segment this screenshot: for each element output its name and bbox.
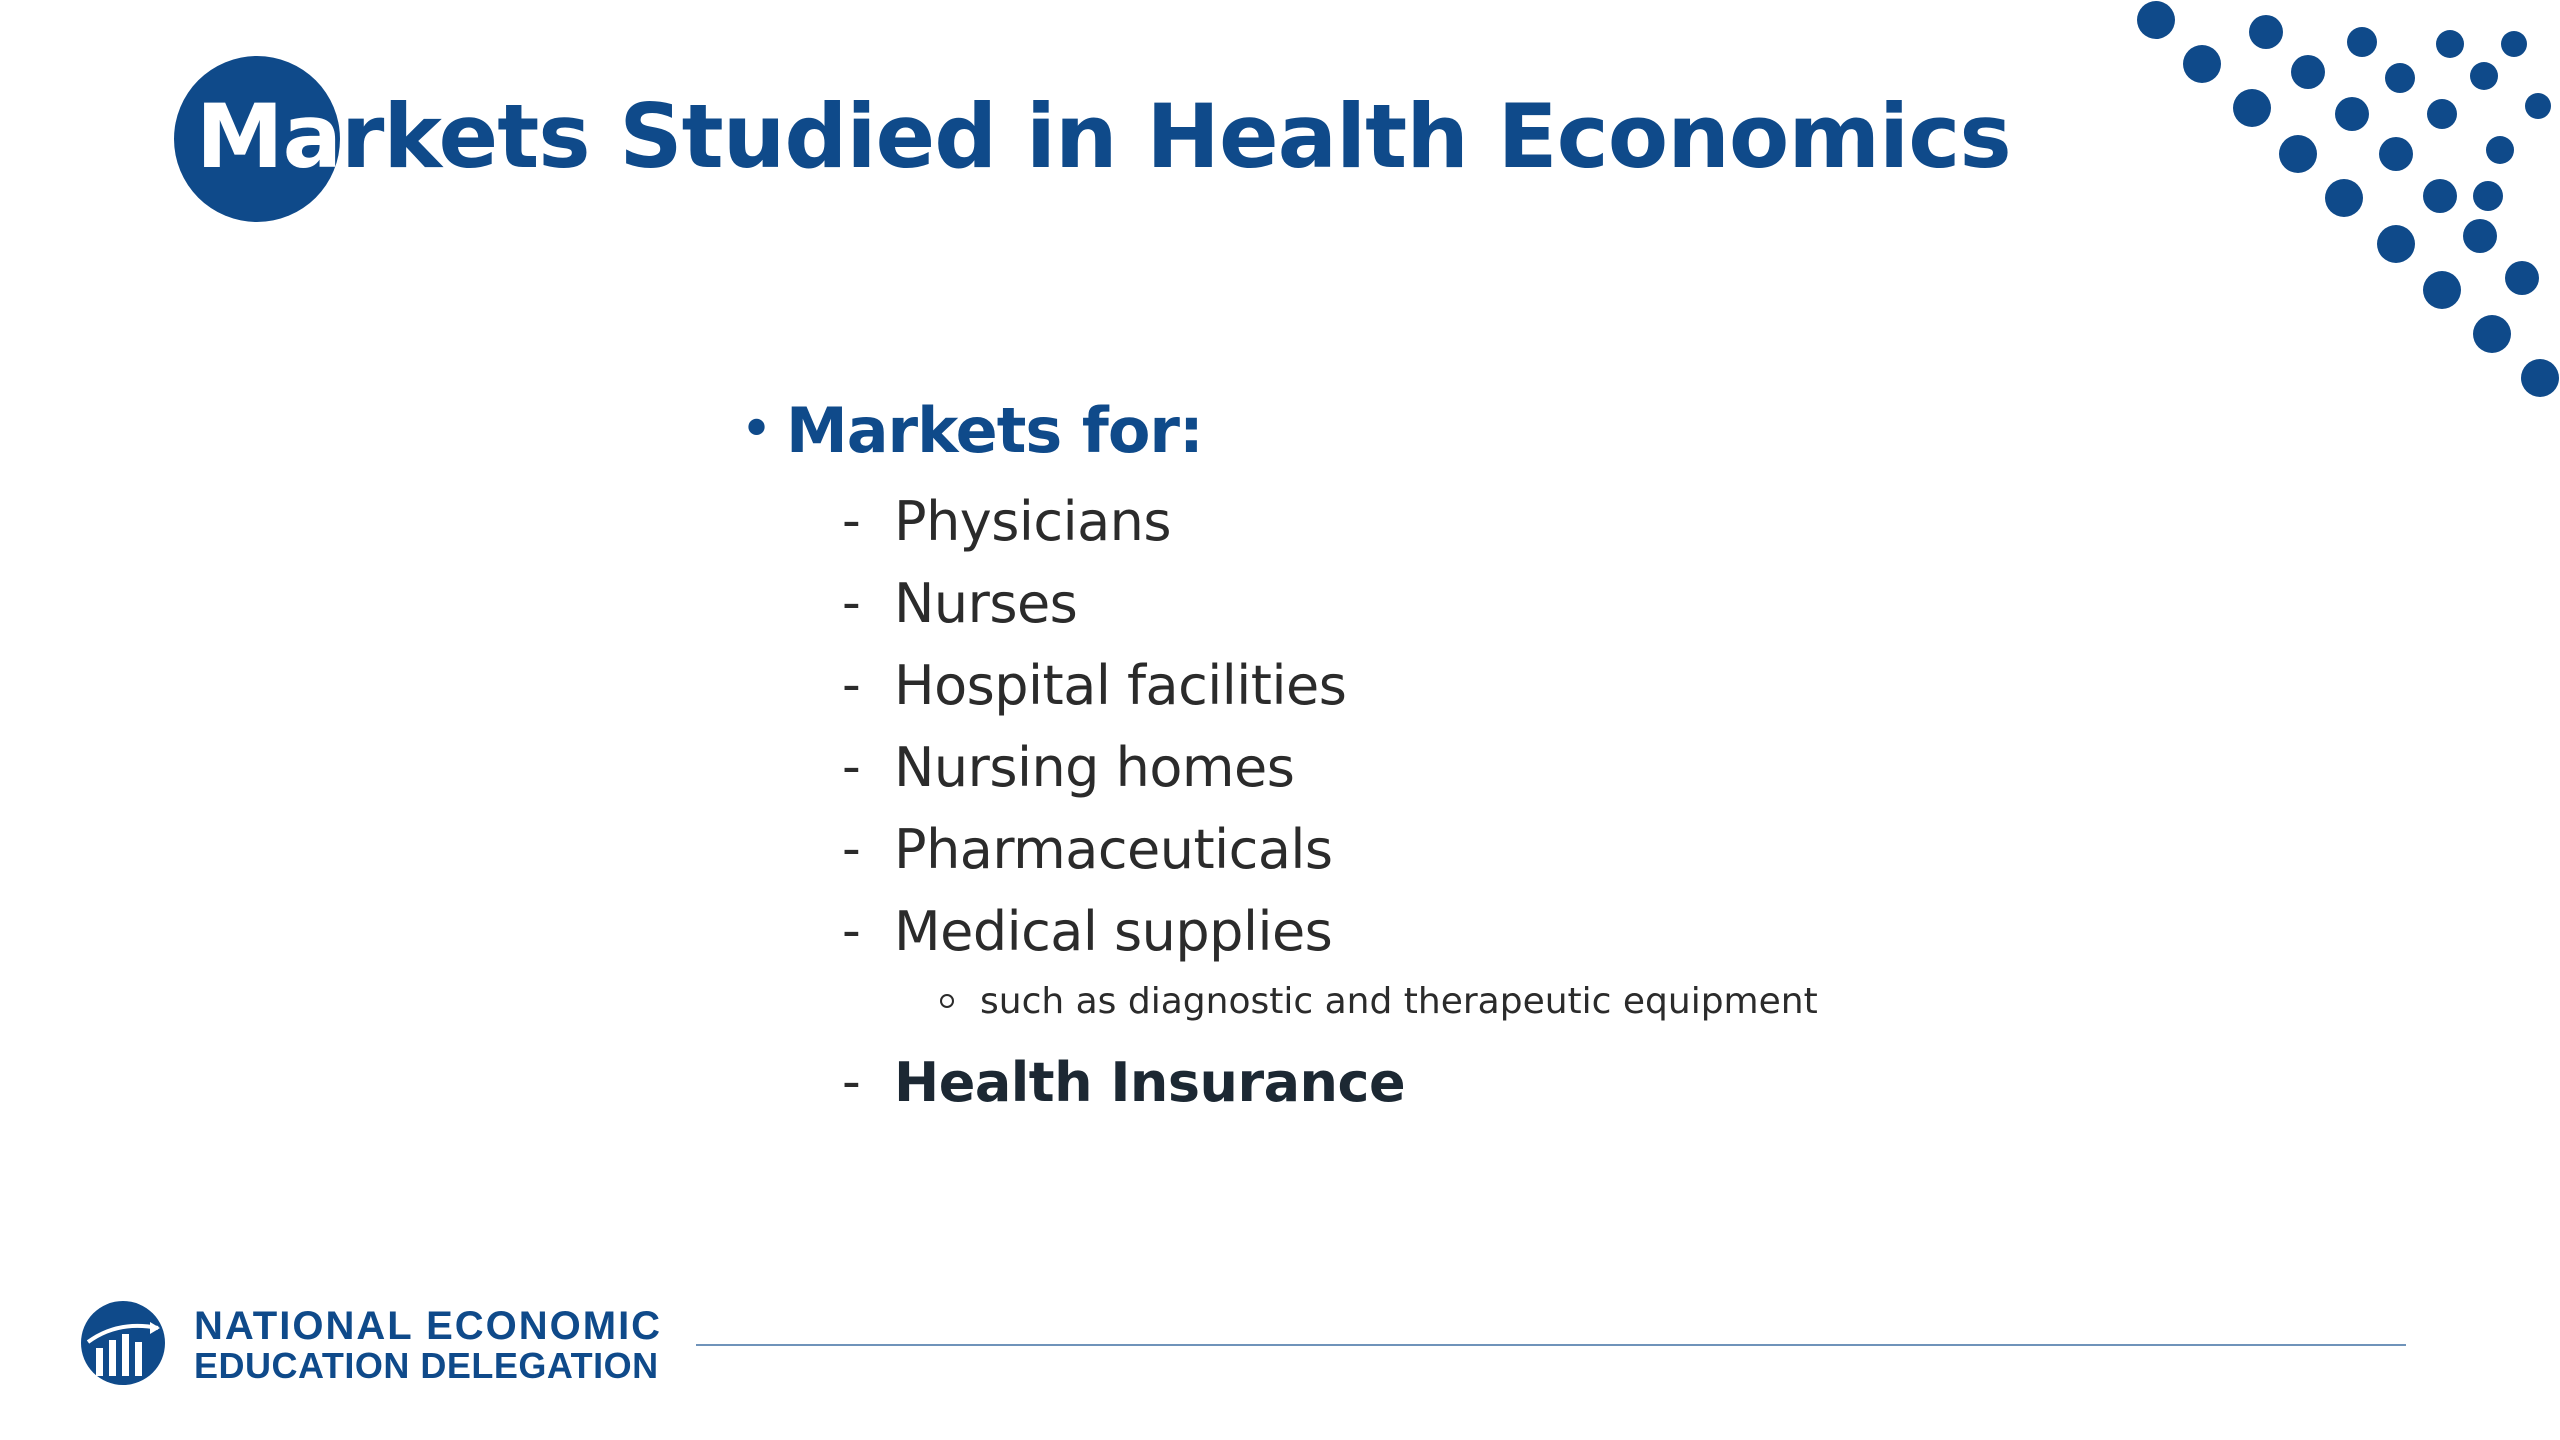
title-rest: rkets Studied in Health Economics — [340, 85, 2011, 188]
footer-divider — [696, 1344, 2406, 1346]
slide-content — [740, 380, 2340, 1130]
list-item — [740, 644, 2340, 726]
title-lead: Ma — [196, 85, 341, 188]
list-item-text: Pharmaceuticals — [894, 817, 1333, 881]
bullet-dot-icon: • — [740, 397, 774, 462]
footer-org-name — [194, 1306, 662, 1386]
dash-marker: - — [842, 573, 861, 633]
bullet-heading: Markets for: — [786, 393, 1203, 467]
market-list — [740, 480, 2340, 1130]
list-item-text: Nurses — [894, 571, 1078, 635]
list-item — [740, 726, 2340, 808]
list-item — [740, 890, 2340, 972]
footer-org-line1: NATIONAL ECONOMIC — [194, 1304, 663, 1348]
dash-marker: - — [842, 1052, 861, 1112]
dash-marker: - — [842, 655, 861, 715]
list-item-text: Health Insurance — [894, 1050, 1406, 1114]
dash-marker: - — [842, 901, 861, 961]
dot-pattern-icon — [2100, 0, 2560, 420]
dash-marker: - — [842, 737, 861, 797]
list-item-text: Medical supplies — [894, 899, 1333, 963]
dash-marker: - — [842, 819, 861, 879]
footer-org-line2: EDUCATION DELEGATION — [194, 1345, 659, 1386]
list-item-health-insurance — [740, 1034, 2340, 1130]
need-logo-icon — [78, 1298, 168, 1388]
list-item — [740, 562, 2340, 644]
list-item-text: Hospital facilities — [894, 653, 1347, 717]
list-item-text: Physicians — [894, 489, 1172, 553]
dash-marker: - — [842, 491, 861, 551]
sub-note-text: such as diagnostic and therapeutic equipment — [980, 980, 1818, 1022]
sub-note-item — [740, 972, 2340, 1030]
bullet-markets-for — [740, 380, 2340, 480]
page-title — [196, 72, 2011, 202]
list-item — [740, 480, 2340, 562]
hollow-circle-icon — [940, 994, 954, 1008]
list-item-text: Nursing homes — [894, 735, 1295, 799]
list-item — [740, 808, 2340, 890]
